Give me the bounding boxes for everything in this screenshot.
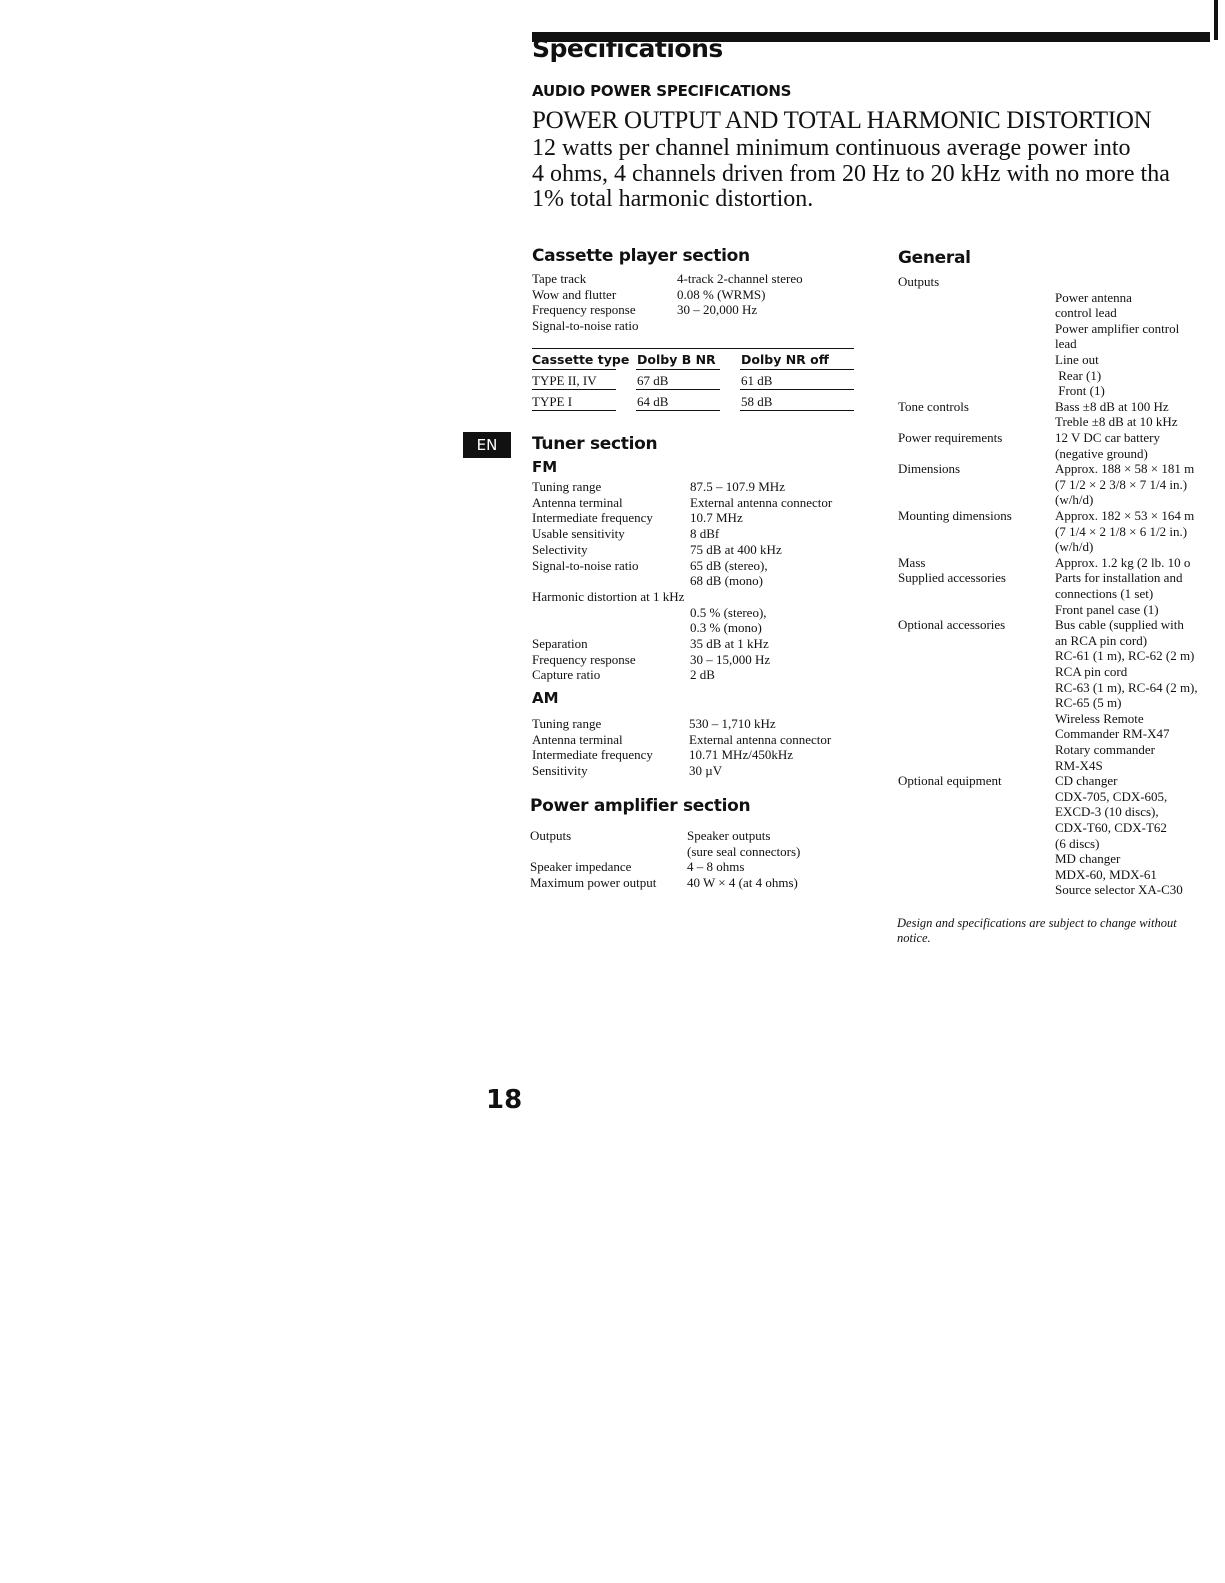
spec-value: External antenna connector: [690, 494, 833, 510]
page-number: 18: [486, 1085, 523, 1115]
table-header-cell: Dolby NR off: [741, 352, 829, 367]
spec-value: 4 – 8 ohms: [687, 859, 745, 875]
power-output-line-1: 12 watts per channel minimum continuous average power into: [532, 135, 1131, 161]
amplifier-section-title: Power amplifier section: [530, 796, 751, 816]
general-section-title: General: [898, 248, 971, 268]
table-cell: 67 dB: [637, 373, 669, 388]
general-value: CDX-705, CDX-605,: [1055, 788, 1168, 804]
general-value: Rear (1): [1055, 367, 1102, 383]
spec-label: Tuning range: [532, 716, 602, 731]
general-label: Dimensions: [898, 461, 961, 477]
spec-value: 4-track 2-channel stereo: [677, 271, 803, 286]
general-value: (6 discs): [1055, 835, 1100, 851]
spec-label: Intermediate frequency: [532, 747, 653, 763]
spec-label: Intermediate frequency: [532, 510, 653, 526]
table-cell: 64 dB: [637, 394, 669, 409]
table-rule: [532, 369, 616, 370]
spec-label: Harmonic distortion at 1 kHz: [532, 588, 685, 604]
general-label: Outputs: [898, 274, 940, 289]
spec-label: Outputs: [530, 828, 572, 843]
general-value: Approx. 182 × 53 × 164 m: [1055, 508, 1195, 523]
table-header-cell: Cassette type: [532, 352, 630, 367]
spec-value: Speaker outputs: [687, 828, 771, 843]
general-value: Front (1): [1055, 383, 1105, 399]
cassette-section-title: Cassette player section: [532, 246, 750, 266]
table-rule: [532, 389, 616, 390]
general-value: (w/h/d): [1055, 492, 1094, 508]
general-value: an RCA pin cord): [1055, 632, 1148, 648]
general-value: Power antenna: [1055, 289, 1132, 305]
general-value: MD changer: [1055, 851, 1121, 867]
general-label: Power requirements: [898, 430, 1003, 445]
general-label: Tone controls: [898, 398, 969, 414]
spec-label: Frequency response: [532, 302, 636, 318]
general-value: CDX-T60, CDX-T62: [1055, 820, 1167, 835]
general-label: Mounting dimensions: [898, 508, 1012, 523]
general-value: RC-61 (1 m), RC-62 (2 m): [1055, 648, 1195, 664]
general-label: Optional equipment: [898, 773, 1002, 789]
general-value: CD changer: [1055, 773, 1118, 789]
general-value: Bass ±8 dB at 100 Hz: [1055, 398, 1169, 414]
table-cell: TYPE I: [532, 394, 573, 409]
spec-label: Antenna terminal: [532, 731, 623, 747]
general-value: EXCD-3 (10 discs),: [1055, 804, 1159, 820]
spec-value: 65 dB (stereo),: [690, 557, 768, 573]
table-rule: [532, 348, 854, 349]
tuner-section-title: Tuner section: [532, 434, 658, 454]
table-cell: 61 dB: [741, 373, 773, 388]
table-rule: [532, 410, 616, 411]
power-output-line-2: 4 ohms, 4 channels driven from 20 Hz to 20 kHz with no more tha: [532, 161, 1170, 187]
spec-value: 87.5 – 107.9 MHz: [690, 479, 785, 494]
spec-label: Frequency response: [532, 651, 636, 667]
spec-value: 8 dBf: [690, 526, 720, 542]
spec-label: Separation: [532, 636, 588, 651]
table-rule: [740, 389, 854, 390]
spec-label: Usable sensitivity: [532, 526, 625, 542]
general-value: RC-63 (1 m), RC-64 (2 m),: [1055, 679, 1198, 695]
power-output-title: POWER OUTPUT AND TOTAL HARMONIC DISTORTION: [532, 107, 1152, 134]
notice-text: Design and specifications are subject to change without notice.: [897, 916, 1177, 945]
spec-value: 30 – 20,000 Hz: [677, 302, 758, 318]
spec-value: 530 – 1,710 kHz: [689, 716, 776, 731]
spec-label: Tuning range: [532, 479, 602, 494]
table-header-cell: Dolby B NR: [637, 352, 716, 367]
spec-value: External antenna connector: [689, 731, 832, 747]
spec-label: Capture ratio: [532, 667, 601, 683]
spec-value: 35 dB at 1 kHz: [690, 636, 769, 651]
general-value: Power amplifier control: [1055, 320, 1180, 336]
spec-value: 0.5 % (stereo),: [690, 604, 767, 620]
general-value: control lead: [1055, 305, 1117, 321]
spec-value: 40 W × 4 (at 4 ohms): [687, 874, 798, 890]
fm-subtitle: FM: [532, 458, 558, 476]
table-rule: [636, 389, 720, 390]
general-value: Source selector XA-C30: [1055, 882, 1183, 898]
spec-label: Selectivity: [532, 541, 588, 557]
spec-label: Sensitivity: [532, 762, 588, 778]
audio-power-heading: AUDIO POWER SPECIFICATIONS: [532, 82, 792, 100]
spec-value: 10.7 MHz: [690, 510, 743, 526]
general-value: Line out: [1055, 352, 1099, 367]
general-label: Mass: [898, 554, 926, 570]
general-value: (negative ground): [1055, 445, 1148, 461]
general-value: Bus cable (supplied with: [1055, 617, 1184, 633]
spec-label: Speaker impedance: [530, 859, 632, 875]
general-value: (7 1/2 × 2 3/8 × 7 1/4 in.): [1055, 476, 1188, 492]
general-value: (7 1/4 × 2 1/8 × 6 1/2 in.): [1055, 523, 1188, 539]
spec-value: 0.08 % (WRMS): [677, 286, 766, 302]
table-cell: TYPE II, IV: [532, 373, 597, 388]
general-value: Rotary commander: [1055, 742, 1155, 757]
spec-value: 75 dB at 400 kHz: [690, 541, 782, 557]
spec-label: Wow and flutter: [532, 286, 617, 302]
general-value: Front panel case (1): [1055, 601, 1159, 617]
general-value: RM-X4S: [1055, 757, 1103, 773]
page-edge-mark: [1214, 0, 1218, 40]
general-value: lead: [1055, 336, 1077, 352]
general-label: Supplied accessories: [898, 570, 1006, 586]
general-value: Treble ±8 dB at 10 kHz: [1055, 414, 1178, 430]
spec-label: Signal-to-noise ratio: [532, 317, 639, 333]
table-rule: [740, 369, 854, 370]
spec-value: (sure seal connectors): [687, 843, 801, 859]
spec-value: 2 dB: [690, 667, 715, 683]
general-value: Parts for installation and: [1055, 570, 1183, 586]
general-value: (w/h/d): [1055, 539, 1094, 555]
general-value: Approx. 1.2 kg (2 lb. 10 o: [1055, 554, 1191, 570]
spec-value: 0.3 % (mono): [690, 620, 762, 636]
table-rule: [636, 369, 720, 370]
general-value: RCA pin cord: [1055, 664, 1128, 679]
spec-value: 30 µV: [689, 762, 723, 778]
general-value: Wireless Remote: [1055, 710, 1144, 726]
general-value: Commander RM-X47: [1055, 726, 1170, 742]
table-rule: [740, 410, 854, 411]
spec-label: Tape track: [532, 271, 587, 286]
spec-value: 68 dB (mono): [690, 573, 763, 589]
general-value: Approx. 188 × 58 × 181 m: [1055, 461, 1195, 477]
general-value: 12 V DC car battery: [1055, 430, 1160, 445]
spec-value: 30 – 15,000 Hz: [690, 651, 771, 667]
table-cell: 58 dB: [741, 394, 773, 409]
am-subtitle: AM: [532, 689, 559, 707]
general-label: Optional accessories: [898, 617, 1006, 633]
spec-label: Maximum power output: [530, 874, 657, 890]
general-value: RC-65 (5 m): [1055, 695, 1122, 711]
spec-value: 10.71 MHz/450kHz: [689, 747, 793, 763]
table-rule: [636, 410, 720, 411]
general-value: MDX-60, MDX-61: [1055, 866, 1157, 882]
page-title: Specifications: [532, 34, 723, 63]
language-tab: EN: [463, 432, 511, 458]
spec-label: Antenna terminal: [532, 494, 623, 510]
general-value: connections (1 set): [1055, 586, 1154, 601]
power-output-line-3: 1% total harmonic distortion.: [532, 186, 814, 212]
spec-label: Signal-to-noise ratio: [532, 557, 639, 573]
